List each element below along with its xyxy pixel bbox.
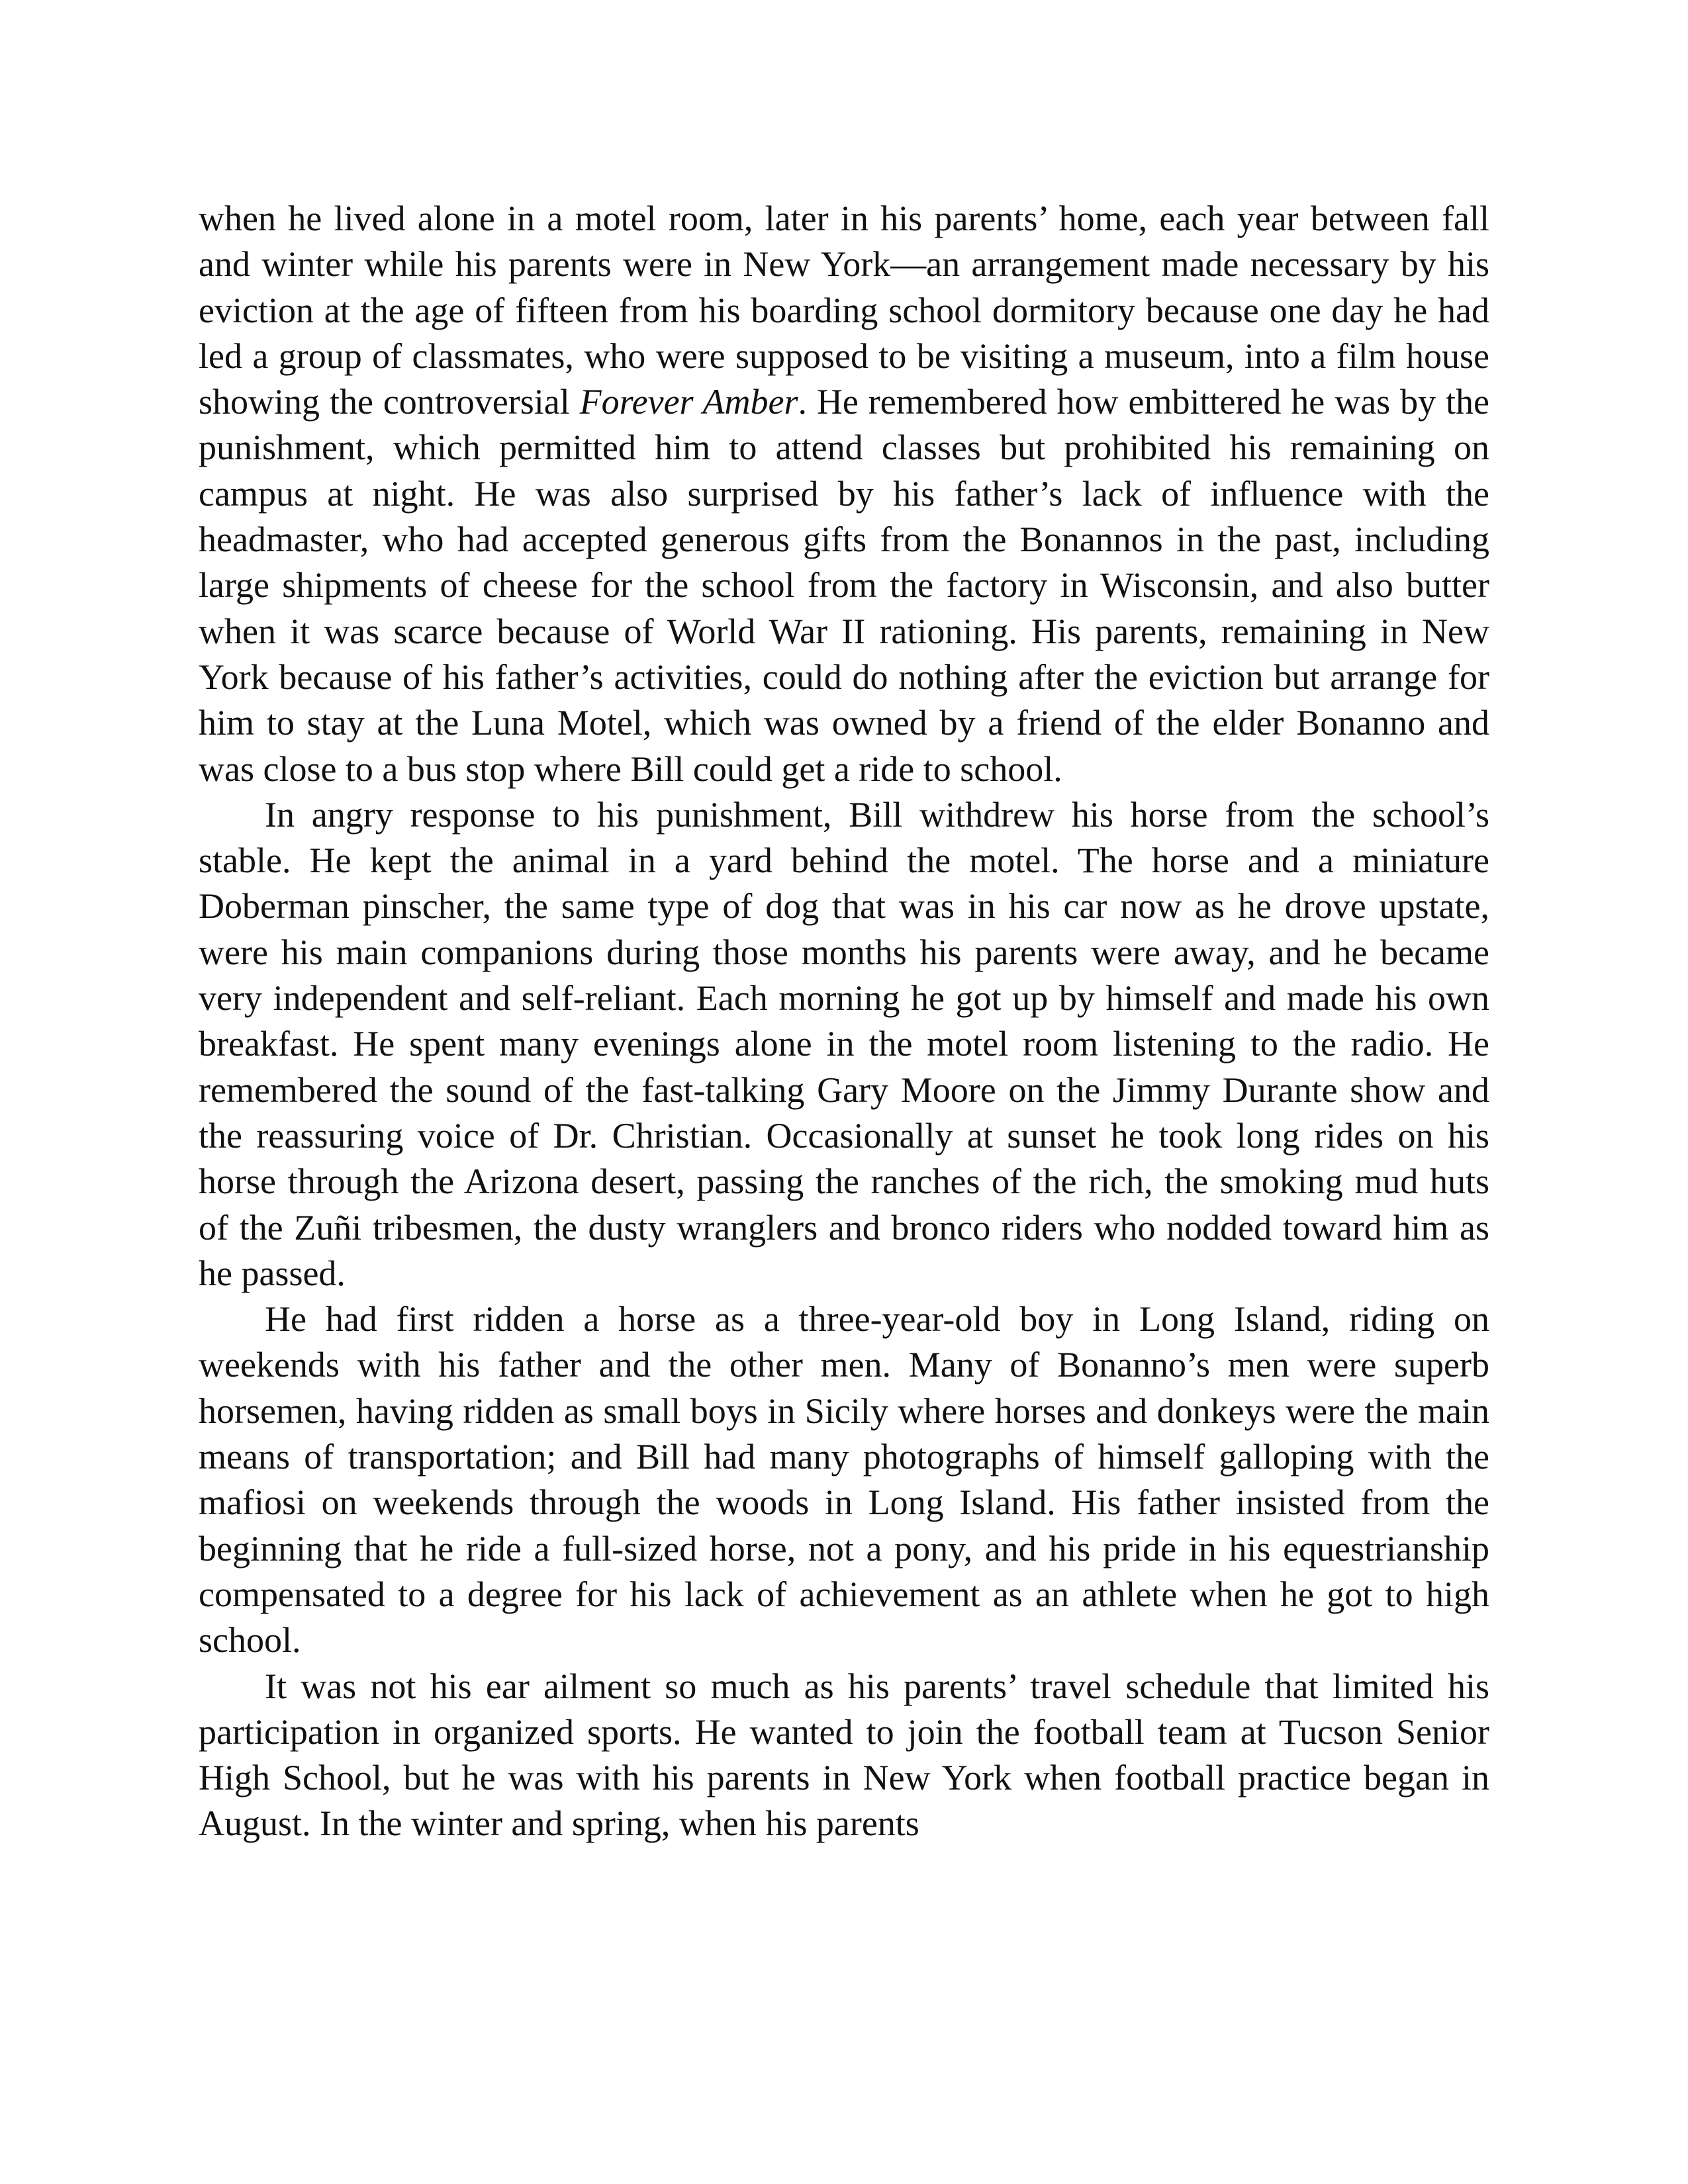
paragraph	[199, 1297, 1489, 1663]
text-run: . He remembered how embittered he was by the punishment, which permitted him to attend classes but prohibited his remaining on campus at night. He was also surprised by his father’s lack of influence with the headmaster, who had accepted generous gifts from the Bonannos in the past, including large shipments of cheese for the school from the factory in Wisconsin, and also butter when it was scarce because of World War II rationing. His parents, remaining in New York because of his father’s activities, could do nothing after the eviction but arrange for him to stay at the Luna Motel, which was owned by a friend of the elder Bonanno and was close to a bus stop where Bill could get a ride to school.	[199, 382, 1489, 789]
text-run: when he lived alone in a motel room, later in his parents’ home, each year between fall and winter while his parents were in New York—an arrangement made necessary by his eviction at the age of fifteen from his boarding school dormitory because one day he had led a group of classmates, who were supposed to be visiting a museum, into a film house showing the controversial	[199, 199, 1489, 422]
body-text	[199, 196, 1489, 1847]
text-run: In angry response to his punishment, Bill withdrew his horse from the school’s stable. He kept the animal in a yard behind the motel. The horse and a miniature Doberman pinscher, the same type of dog that was in his car now as he drove upstate, were his main companions during those months his parents were away, and he became very independent and self-reliant. Each morning he got up by himself and made his own breakfast. He spent many evenings alone in the motel room listening to the radio. He remembered the sound of the fast-talking Gary Moore on the Jimmy Durante show and the reassuring voice of Dr. Christian. Occasionally at sunset he took long rides on his horse through the Arizona desert, passing the ranches of the rich, the smoking mud huts of the Zuñi tribesmen, the dusty wranglers and bronco riders who nodded toward him as he passed.	[199, 794, 1489, 1293]
paragraph	[199, 196, 1489, 792]
italic-title: Forever Amber	[579, 382, 798, 422]
text-run: He had first ridden a horse as a three-year-old boy in Long Island, riding on weekends with his father and the other men. Many of Bonanno’s men were superb horsemen, having ridden as small boys in Sicily where horses and donkeys were the main means of transportation; and Bill had many photographs of himself galloping with the mafiosi on weekends through the woods in Long Island. His father insisted from the beginning that he ride a full-sized horse, not a pony, and his pride in his equestrianship compensated to a degree for his lack of achievement as an athlete when he got to high school.	[199, 1299, 1489, 1661]
text-run: It was not his ear ailment so much as his parents’ travel schedule that limited his participation in organized sports. He wanted to join the football team at Tucson Senior High School, but he was with his parents in New York when football practice began in August. In the winter and spring, when his parents	[199, 1666, 1489, 1844]
paragraph	[199, 1664, 1489, 1847]
paragraph	[199, 792, 1489, 1297]
